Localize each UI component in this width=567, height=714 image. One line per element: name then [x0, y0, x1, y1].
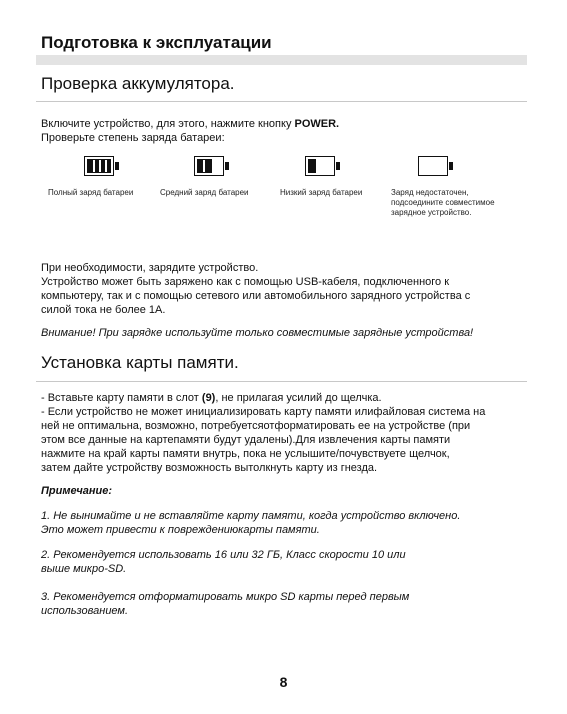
battery-intro-line2: Проверьте степень заряда батареи:: [41, 132, 225, 144]
charging-paragraph: При необходимости, зарядите устройство. Устройство может быть заряжено как с помощью USB-кабеля, подключенного к компьютеру, так и с помощью сетевого или автомобильного зарядного устройства с силой тока не более 1А.: [41, 262, 471, 316]
slot-number: (9): [201, 392, 216, 404]
battery-low-label: Низкий заряд батареи: [280, 188, 363, 197]
battery-empty-label: Заряд недостаточен, подсоедините совместимое зарядное устройство.: [391, 188, 495, 217]
battery-empty-icon: [418, 156, 448, 176]
page-title: Подготовка к эксплуатации: [41, 33, 272, 52]
note-item-2: 2. Рекомендуется использовать 16 или 32 ГБ, Класс скорости 10 или выше микро-SD.: [41, 549, 406, 575]
memory-card-instructions: - Вставьте карту памяти в слот (9), не прилагая усилий до щелчка. - Если устройство не может инициализировать карту памяти илифайловая система на ней не оптимальна, возможно, потребуетсяотформатировать ее на устройстве (при этом все данные на картепамяти будут удалены).Для извлечения карты памяти нажмите на край карты памяти внутрь, пока не услышите/почувствуете щелчок, затем дайте устройству возможность вытолкнуть карту из гнезда.: [41, 392, 486, 474]
battery-section-heading: Проверка аккумулятора.: [41, 74, 235, 93]
title-underline-bar: [36, 55, 527, 65]
note-item-3: 3. Рекомендуется отформатировать микро SD карты перед первым использованием.: [41, 591, 410, 617]
charging-warning: Внимание! При зарядке используйте только совместимые зарядные устройства!: [41, 327, 474, 339]
battery-full-label: Полный заряд батареи: [48, 188, 134, 197]
power-label: POWER.: [294, 118, 340, 130]
battery-medium-label: Средний заряд батареи: [160, 188, 249, 197]
note-heading: Примечание:: [41, 485, 113, 497]
note-item-1: 1. Не вынимайте и не вставляйте карту памяти, когда устройство включено. Это может привести к повреждениюкарты памяти.: [41, 510, 461, 536]
battery-intro: [41, 117, 527, 145]
memory-card-heading-rule: [36, 381, 527, 382]
battery-heading-rule: [36, 101, 527, 102]
battery-intro-text: Включите устройство, для этого, нажмите кнопку: [41, 118, 295, 130]
memory-card-section-heading: Установка карты памяти.: [41, 353, 239, 372]
battery-full-icon: [84, 156, 114, 176]
battery-medium-icon: [194, 156, 224, 176]
battery-low-icon: [305, 156, 335, 176]
page-number: 8: [279, 674, 288, 690]
